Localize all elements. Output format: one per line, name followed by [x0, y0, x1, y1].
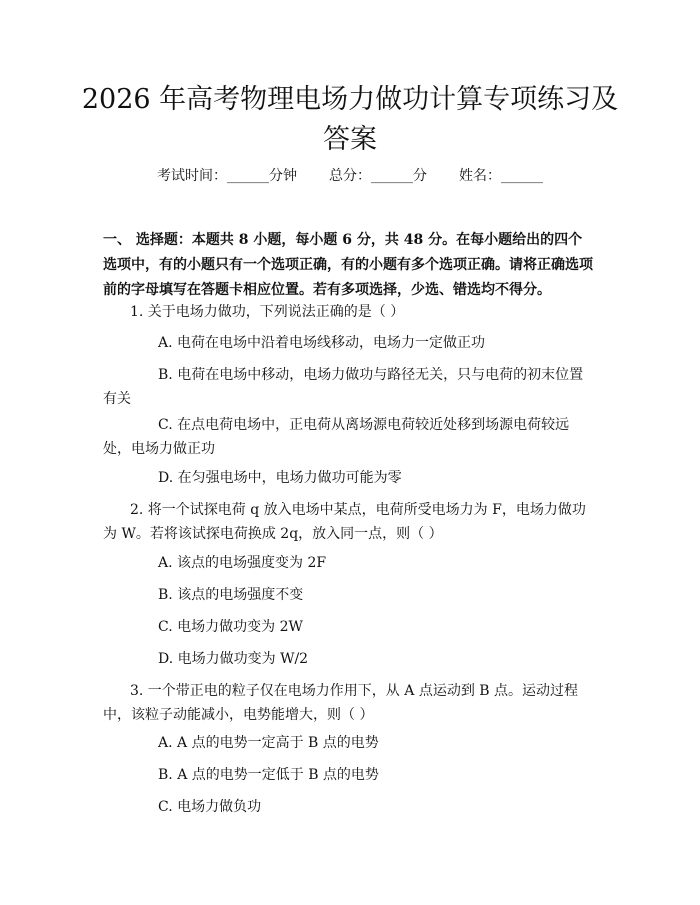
exam-time: 考试时间：______分钟 — [157, 168, 297, 184]
question-1-stem: 1. 关于电场力做功，下列说法正确的是（ ） — [130, 304, 405, 320]
title-line-1: 2026 年高考物理电场力做功计算专项练习及 — [81, 84, 619, 115]
question-3-option-c: C. 电场力做负功 — [158, 799, 262, 815]
total-score: 总分：______分 — [329, 168, 427, 184]
section-heading: 一、 选择题：本题共 8 小题，每小题 6 分，共 48 分。在每小题给出的四个选项中，有的小题只有一个选项正确，有的小题有多个选项正确。请将正确选项前的字母填写在答题卡相应位置。若有多项选择，少选、错选均不得分。 — [103, 232, 593, 298]
document-title — [60, 80, 640, 160]
question-3-option-a: A. A 点的电势一定高于 B 点的电势 — [158, 735, 379, 751]
question-1-option-a: A. 电荷在电场中沿着电场线移动，电场力一定做正功 — [158, 335, 486, 351]
question-1-option-d: D. 在匀强电场中，电场力做功可能为零 — [158, 470, 402, 486]
question-3-option-b: B. A 点的电势一定低于 B 点的电势 — [158, 767, 379, 783]
exam-info — [0, 166, 700, 186]
question-2-option-d: D. 电场力做功变为 W/2 — [158, 651, 309, 667]
question-1-option-b: B. 电荷在电场中移动，电场力做功与路径无关，只与电荷的初末位置有关 — [103, 367, 584, 407]
title-line-2: 答案 — [323, 124, 377, 155]
student-name: 姓名：______ — [459, 168, 543, 184]
question-3-stem: 3. 一个带正电的粒子仅在电场力作用下，从 A 点运动到 B 点。运动过程中，该粒子动能减小，电势能增大，则（ ） — [103, 683, 579, 723]
question-2-option-c: C. 电场力做功变为 2W — [158, 619, 303, 635]
question-2-option-b: B. 该点的电场强度不变 — [158, 587, 304, 603]
question-2-option-a: A. 该点的电场强度变为 2F — [158, 555, 327, 571]
question-1-option-c: C. 在点电荷电场中，正电荷从离场源电荷较近处移到场源电荷较远处，电场力做正功 — [103, 417, 570, 457]
question-2-stem: 2. 将一个试探电荷 q 放入电场中某点，电荷所受电场力为 F，电场力做功为 W。若将该试探电荷换成 2q，放入同一点，则（ ） — [103, 502, 586, 542]
